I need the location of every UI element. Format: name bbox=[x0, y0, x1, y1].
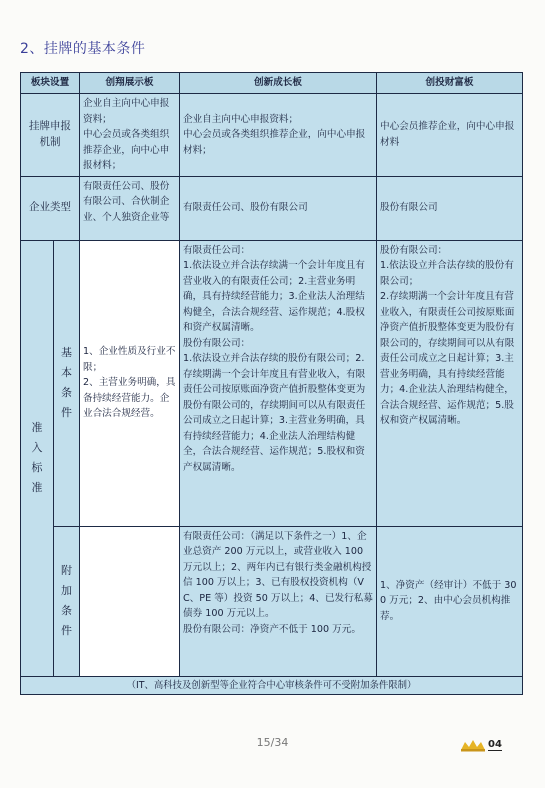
vertical-label-char: 标 bbox=[31, 461, 43, 474]
vertical-label-char: 条 bbox=[61, 386, 72, 399]
cell-basic-showcase bbox=[80, 240, 180, 526]
vertical-label-char: 件 bbox=[61, 406, 72, 419]
cell-text-line: 1.依法设立并合法存续满一个会计年度且有营业收入的有限责任公司；2.主营业务明确，具有持续经营能力；3.企业法人治理结构健全，合法合规经营、运作规范；4.股权和资产权属清晰。 bbox=[183, 260, 365, 333]
listing-conditions-table bbox=[20, 72, 523, 695]
cell-text-line: 有限责任公司：（满足以下条件之一）1、企业总资产 200 万元以上，或营业收入 100 万元以上；2、两年内已有银行类金融机构授信 100 万以上；3、已有股权投资机构（VC、PE 等）投资 50 万以上；4、已发行私募债券 100 万元以上。 bbox=[183, 530, 373, 619]
cell-listing-wealth bbox=[377, 94, 523, 177]
cell-text-line: 企业自主向中心申报资料； bbox=[183, 113, 299, 125]
cell-extra-wealth bbox=[377, 526, 523, 676]
cell-type-growth: 有限责任公司、股份有限公司 bbox=[180, 176, 377, 240]
cell-type-showcase: 有限责任公司、股份有限公司、合伙制企业、个人独资企业等 bbox=[80, 176, 180, 240]
vertical-label-char: 条 bbox=[61, 604, 72, 617]
cell-text-line: 股份有限公司： bbox=[380, 244, 448, 256]
row-label-company-type: 企业类型 bbox=[21, 176, 80, 240]
table-row-listing-mechanism bbox=[21, 94, 523, 177]
table-row-company-type bbox=[21, 176, 523, 240]
cell-text-line: 中心会员推荐企业，向中心申报材料 bbox=[380, 121, 515, 148]
crown-logo-icon bbox=[460, 738, 486, 752]
cell-listing-showcase bbox=[80, 94, 180, 177]
vertical-label-char: 件 bbox=[61, 624, 72, 637]
cell-text-line: 2.存续期满一个会计年度且有营业收入，有限责任公司按原账面净资产值折股整体变更为股份有限公司的，存续期间可以从有限责任公司成立之日起计算；3.主营业务明确，具有持续经营能力；4.企业法人治理结构健全，合法合规经营、运作规范；5.股权和资产权属清晰。 bbox=[380, 291, 515, 426]
section-heading: 2、挂牌的基本条件 bbox=[20, 41, 146, 57]
publisher-logo bbox=[460, 738, 502, 752]
cell-text-line: 中心会员或各类组织推荐企业，向中心申报材料； bbox=[83, 129, 170, 171]
vertical-label-char: 准 bbox=[31, 481, 43, 494]
table-row-footnote bbox=[21, 676, 523, 695]
row-label-admission-standard bbox=[21, 240, 54, 676]
cell-text-line: 1.依法设立并合法存续的股份有限公司；2.存续期满一个会计年度且有营业收入，有限责任公司按原账面净资产值折股整体变更为股份有限公司的，存续期间可以从有限责任公司成立之日起计算；3.主营业务明确，具有持续经营能力；4.企业法人治理结构健全，合法合规经营、运作规范；5.股权和资产权属清晰。 bbox=[183, 353, 366, 473]
vertical-label-char: 附 bbox=[61, 564, 72, 577]
cell-text-line: 1、净资产（经审计）不低于 300 万元；2、由中心会员机构推荐。 bbox=[380, 579, 517, 622]
header-growth-board: 创新成长板 bbox=[180, 73, 377, 94]
page-number: 15/34 bbox=[256, 736, 289, 749]
row-label-basic-conditions bbox=[54, 240, 80, 526]
table-footnote: （IT、高科技及创新型等企业符合中心审核条件可不受附加条件限制） bbox=[21, 676, 523, 695]
vertical-label-char: 加 bbox=[61, 584, 72, 597]
vertical-label-char: 本 bbox=[61, 366, 72, 379]
cell-text-line: 企业自主向中心申报资料； bbox=[83, 98, 170, 125]
header-board: 板块设置 bbox=[21, 73, 80, 94]
cell-extra-showcase bbox=[80, 526, 180, 676]
logo-number: 04 bbox=[488, 739, 502, 750]
vertical-label-char: 准 bbox=[31, 421, 43, 434]
table-header-row bbox=[21, 73, 523, 94]
cell-text-line: 有限责任公司： bbox=[183, 244, 251, 256]
cell-text-line: 1.依法设立并合法存续的股份有限公司； bbox=[380, 260, 514, 287]
cell-text-line: 中心会员或各类组织推荐企业，向中心申报材料； bbox=[183, 129, 366, 156]
header-wealth-board: 创投财富板 bbox=[377, 73, 523, 94]
vertical-label-char: 入 bbox=[31, 441, 43, 454]
table-row-extra-conditions bbox=[21, 526, 523, 676]
cell-text-line: 股份有限公司：净资产不低于 100 万元。 bbox=[183, 623, 361, 635]
cell-basic-wealth bbox=[377, 240, 523, 526]
row-label-listing-mechanism: 挂牌申报机制 bbox=[21, 94, 80, 177]
cell-extra-growth bbox=[180, 526, 377, 676]
cell-text-line: 股份有限公司： bbox=[183, 337, 251, 349]
cell-type-wealth: 股份有限公司 bbox=[377, 176, 523, 240]
vertical-label-char: 基 bbox=[61, 346, 72, 359]
cell-listing-growth bbox=[180, 94, 377, 177]
cell-text-line: 1、企业性质及行业不限； bbox=[83, 346, 176, 373]
header-showcase-board: 创翔展示板 bbox=[80, 73, 180, 94]
cell-text-line: 2、主营业务明确，具备持续经营能力。企业合法合规经营。 bbox=[83, 377, 176, 420]
row-label-extra-conditions bbox=[54, 526, 80, 676]
cell-basic-growth bbox=[180, 240, 377, 526]
table-row-basic-conditions bbox=[21, 240, 523, 526]
